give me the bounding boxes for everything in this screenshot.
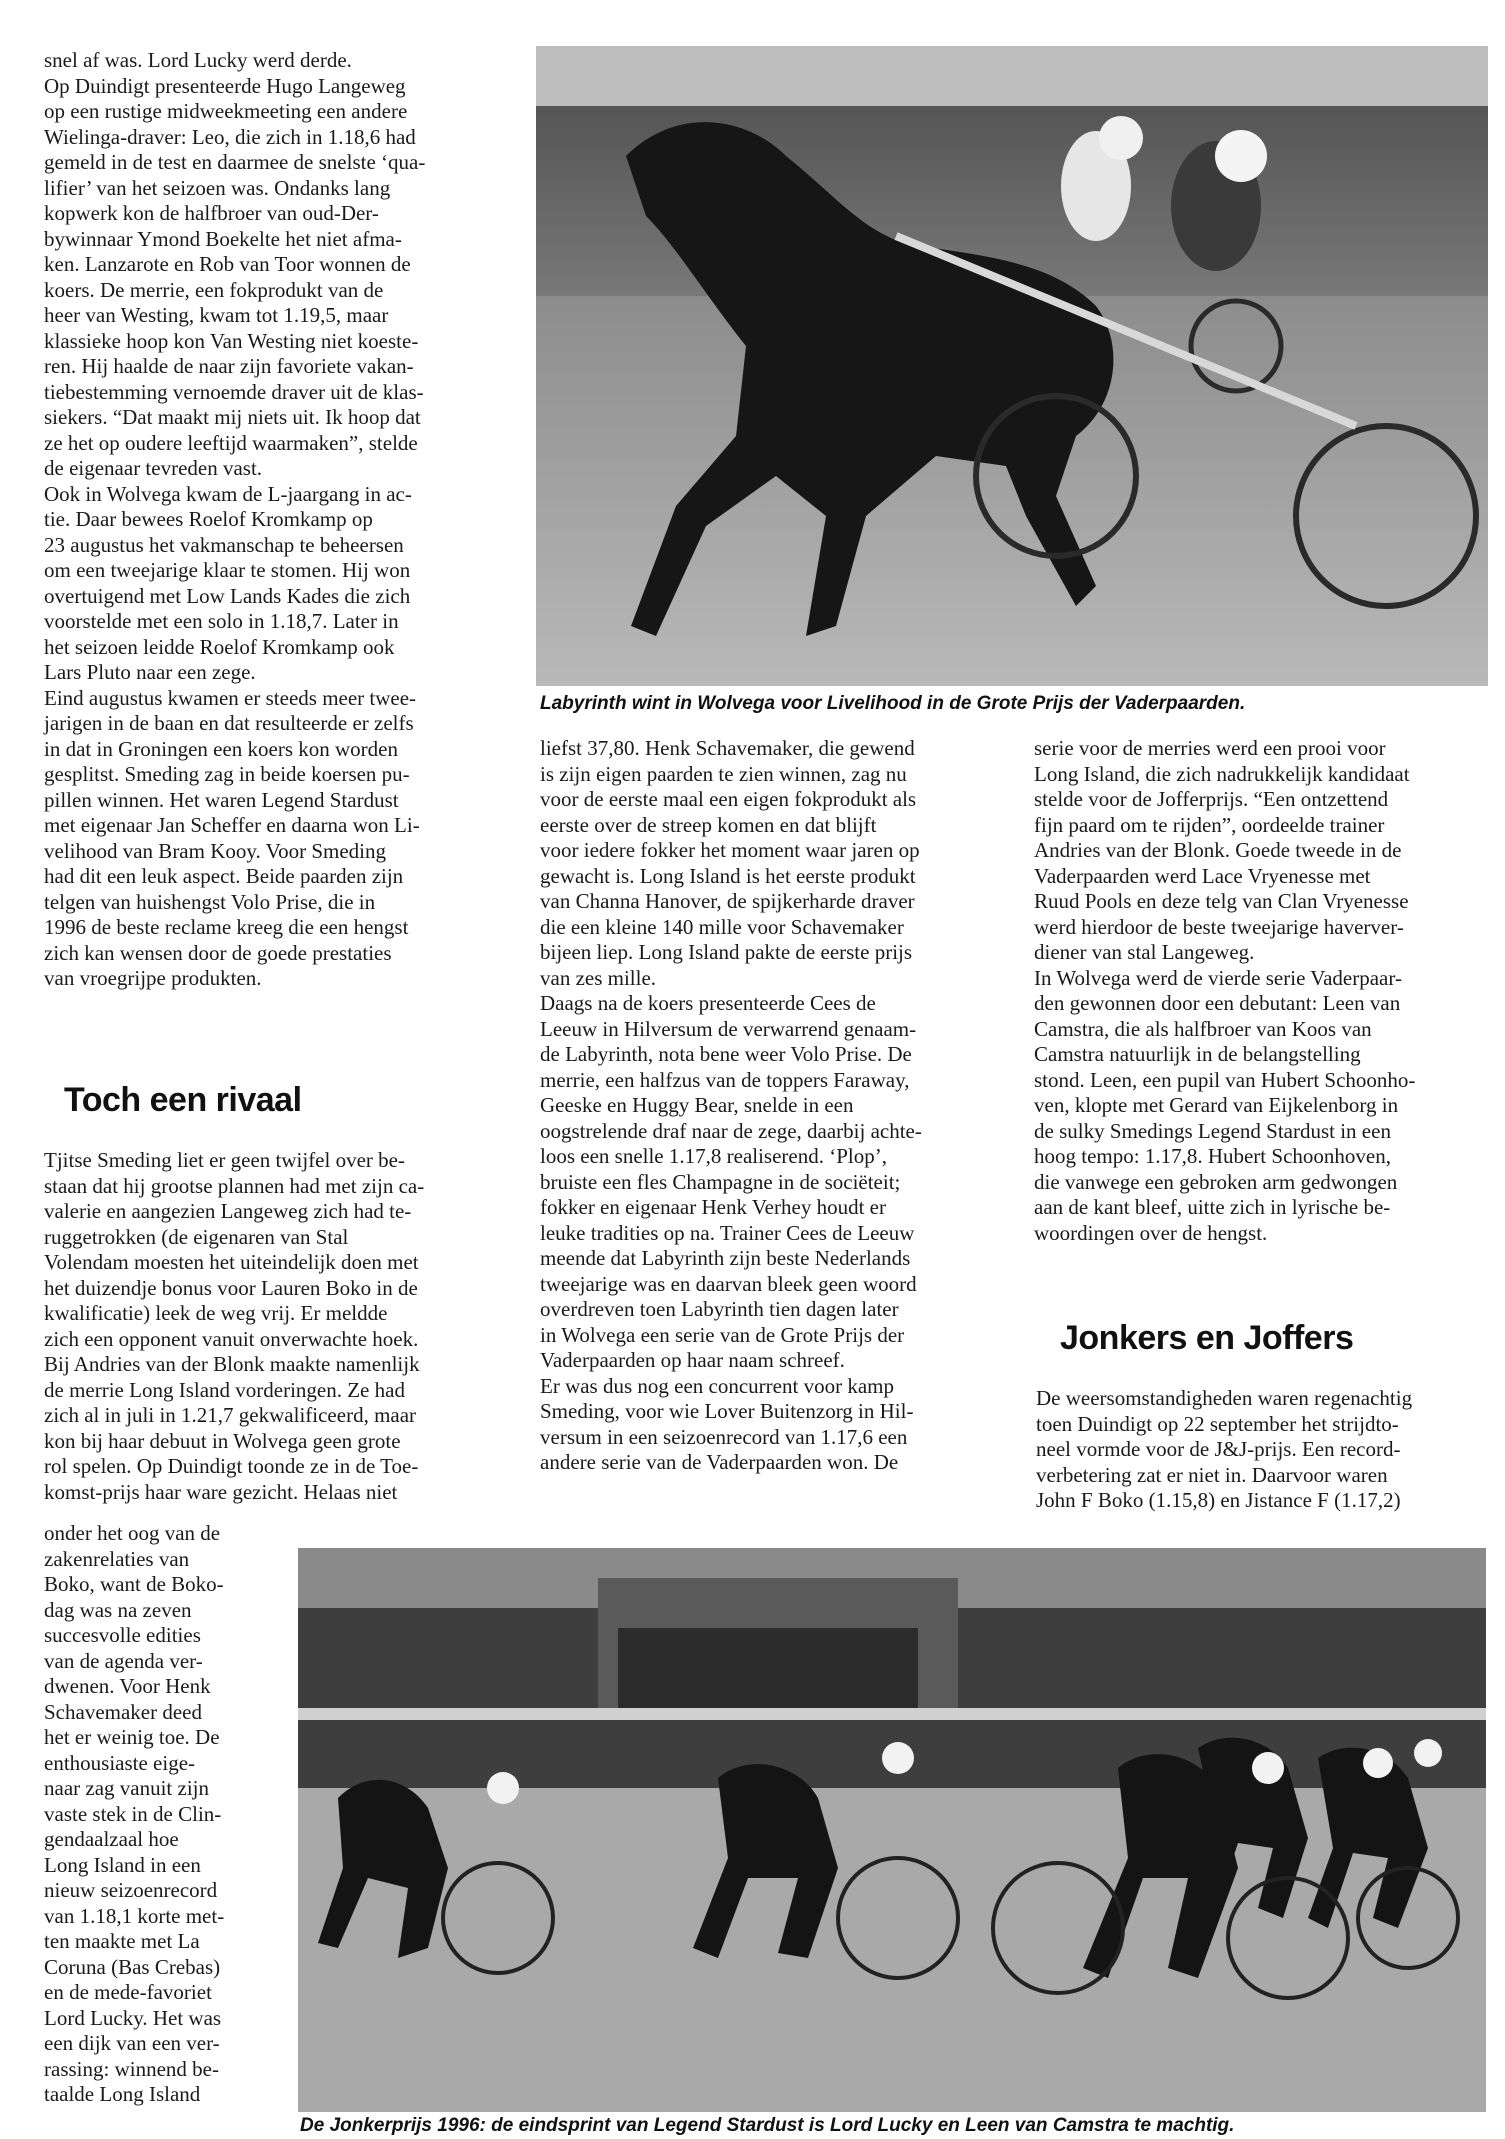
section-heading-jonkers-en-joffers: Jonkers en Joffers [1060, 1319, 1354, 1357]
photo-jonkerprijs-race [298, 1548, 1486, 2112]
article-text-col1-mid: Tjitse Smeding liet er geen twijfel over be- staan dat hij grootse plannen had met zijn ca- valerie en aangezien Langeweg zich had te- ruggetrokken (de eigenaren van Stal Volendam moesten het uiteindelijk doen met het duizendje bonus voor Lauren Boko in de kwalificatie) leek de weg vrij. Er meldde zich een opponent vanuit onverwachte hoek. Bij Andries van der Blonk maakte namenlijk de merrie Long Island vorderingen. Ze had zich al in juli in 1.21,7 gekwalificeerd, maar kon bij haar debuut in Wolvega geen grote rol spelen. Op Duindigt toonde ze in de Toe- komst-prijs haar ware gezicht. Helaas niet [44, 1148, 425, 1504]
article-text-col2: liefst 37,80. Henk Schavemaker, die gewend is zijn eigen paarden te zien winnen, zag nu voor de eerste maal een eigen fokprodukt als eerste over de streep komen en dat blijft voor iedere fokker het moment waar jaren op gewacht is. Long Island is het eerste produkt van Channa Hanover, de spijkerharde draver die een kleine 140 mille voor Schavemaker bijeen liep. Long Island pakte de eerste prijs van zes mille. Daags na de koers presenteerde Cees de Leeuw in Hilversum de verwarrend genaam- de Labyrinth, nota bene weer Volo Prise. De merrie, een halfzus van de toppers Faraway, Geeske en Huggy Bear, snelde in een oogstrelende draf naar de zege, daarbij achte- loos een snelle 1.17,8 realiserend. ‘Plop’, bruiste een fles Champagne in de sociëteit; fokker en eigenaar Henk Verhey houdt er leuke tradities op na. Trainer Cees de Leeuw meende dat Labyrinth zijn beste Nederlands tweejarige was en daarvan bleek geen woord overdreven toen Labyrinth tien dagen later in Wolvega een serie van de Grote Prijs der Vaderpaarden op haar naam schreef. Er was dus nog een concurrent voor kamp Smeding, voor wie Lover Buitenzorg in Hil- versum in een seizoenrecord van 1.17,6 een andere serie van de Vaderpaarden won. De [540, 736, 922, 1474]
article-text-col3-bottom: De weersomstandigheden waren regenachtig toen Duindigt op 22 september het strijdto- neel vormde voor de J&J-prijs. Een record- verbetering zat er niet in. Daarvoor waren John F Boko (1.15,8) en Jistance F (1.17,2) [1036, 1386, 1413, 1512]
photo-labyrinth-race [536, 46, 1488, 686]
article-text-col1-top: snel af was. Lord Lucky werd derde. Op Duindigt presenteerde Hugo Langeweg op een rustige midweekmeeting een andere Wielinga-draver: Leo, die zich in 1.18,6 had gemeld in de test en daarmee de snelste ‘qua- lifier’ van het seizoen was. Ondanks lang kopwerk kon de halfbroer van oud-Der- bywinnaar Ymond Boekelte het niet afma- ken. Lanzarote en Rob van Toor wonnen de koers. De merrie, een fokprodukt van de heer van Westing, kwam tot 1.19,5, maar klassieke hoop kon Van Westing niet koeste- ren. Hij haalde de naar zijn favoriete vakan- tiebestemming vernoemde draver uit de klas- siekers. “Dat maakt mij niets uit. Ik hoop dat ze het op oudere leeftijd waarmaken”, stelde de eigenaar tevreden vast. Ook in Wolvega kwam de L-jaargang in ac- tie. Daar bewees Roelof Kromkamp op 23 augustus het vakmanschap te beheersen om een tweejarige klaar te stomen. Hij won overtuigend met Low Lands Kades die zich voorstelde met een solo in 1.18,7. Later in het seizoen leidde Roelof Kromkamp ook Lars Pluto naar een zege. Eind augustus kwamen er steeds meer twee- jarigen in de baan en dat resulteerde er zelfs in dat in Groningen een koers kon worden gesplitst. Smeding zag in beide koersen pu- pillen winnen. Het waren Legend Stardust met eigenaar Jan Scheffer en daarna won Li- velihood van Bram Kooy. Voor Smeding had dit een leuk aspect. Beide paarden zijn telgen van huishengst Volo Prise, die in 1996 de beste reclame kreeg die een hengst zich kan wensen door de goede prestaties van vroegrijpe produkten. [44, 48, 426, 990]
caption-top-photo: Labyrinth wint in Wolvega voor Livelihood in de Grote Prijs der Vaderpaarden. [540, 693, 1246, 714]
article-text-col3-top: serie voor de merries werd een prooi voor Long Island, die zich nadrukkelijk kandidaat stelde voor de Jofferprijs. “Een ontzettend fijn paard om te rijden”, oordeelde trainer Andries van der Blonk. Goede tweede in de Vaderpaarden werd Lace Vryenesse met Ruud Pools en deze telg van Clan Vryenesse werd hierdoor de beste tweejarige haverver- diener van stal Langeweg. In Wolvega werd de vierde serie Vaderpaar- den gewonnen door een debutant: Leen van Camstra, die als halfbroer van Koos van Camstra natuurlijk in de belangstelling stond. Leen, een pupil van Hubert Schoonho- ven, klopte met Gerard van Eijkelenborg in de sulky Smedings Legend Stardust in een hoog tempo: 1.17,8. Hubert Schoonhoven, die vanwege een gebroken arm gedwongen aan de kant bleef, uitte zich in lyrische be- woordingen over de hengst. [1034, 736, 1416, 1245]
photo-labyrinth-race-image [536, 46, 1488, 686]
caption-bottom-photo: De Jonkerprijs 1996: de eindsprint van Legend Stardust is Lord Lucky en Leen van Camstra te machtig. [300, 2115, 1235, 2136]
article-text-col1-bottom: onder het oog van de zakenrelaties van Boko, want de Boko- dag was na zeven succesvolle edities van de agenda ver- dwenen. Voor Henk Schavemaker deed het er weinig toe. De enthousiaste eige- naar zag vanuit zijn vaste stek in de Clin- gendaalzaal hoe Long Island in een nieuw seizoenrecord van 1.18,1 korte met- ten maakte met La Coruna (Bas Crebas) en de mede-favoriet Lord Lucky. Het was een dijk van een ver- rassing: winnend be- taalde Long Island [44, 1521, 225, 2106]
section-heading-toch-een-rivaal: Toch een rivaal [64, 1081, 302, 1119]
photo-jonkerprijs-race-image [298, 1548, 1486, 2112]
